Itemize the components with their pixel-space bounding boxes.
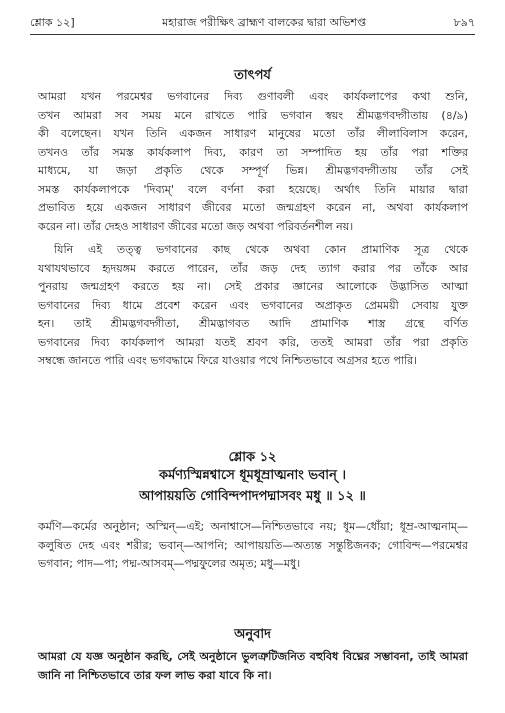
purport-line: হতে পারি। [371,354,418,367]
header-verse-ref: শ্লোক ১২] [30,15,75,29]
header-chapter-title: মহারাজ পরীক্ষিৎ ব্রাহ্মণ বালকের দ্বারা অভিশপ্ত [162,15,367,29]
synonym-line: অমৃত; মধু—মধু। [229,557,301,570]
purport-paragraph-2 [38,241,468,371]
purport-line: পুনরায় জন্মগ্রহণ করতে হয় না। সেই প্রকার জ্ঞানের আলোকে উদ্ভাসিত আত্মা [38,280,468,293]
purport-line: কী বলেছেন। যখন তিনি একজন সাধারণ মানুষের মতো তাঁর লীলাবিলাস করেন, [38,127,468,140]
purport-paragraph-1 [38,88,468,236]
translation-heading: অনুবাদ [234,627,271,642]
purport-heading: তাৎপর্য [234,68,271,83]
purport-line: ভগবানের দিব্য কার্যকলাপ আমরা যতই শ্রবণ করি, ততই আমরা তাঁর পরা প্রকৃতি [38,335,468,349]
purport-line: তখনও তাঁর সমস্ত কার্যকলাপ দিব্য, কারণ তা সম্পাদিত হয় তাঁর পরা শক্তির [38,145,468,159]
purport-line: প্রভাবিত হয়ে একজন সাধারণ জীবের মতো জন্মগ্রহণ করেন না, অথবা কার্যকলাপ [38,201,468,214]
synonym-line: সন্তুষ্টিজনক; গোবিন্দ—পরমেশ্বর ভগবান; পাদ—পা; পদ্ম-আসবম্—পদ্মফুলের [38,538,468,570]
purport-line: যথাযথভাবে হৃদয়ঙ্গম করতে পারেন, তাঁর জড় দেহ ত্যাগ করার পর তাঁকে আর [38,261,468,275]
header-divider [30,34,475,35]
translation-text [38,647,468,685]
translation-line: সম্ভাবনা, তাই আমরা জানি না নিশ্চিতভাবে তার ফল লাভ করা যাবে কি না। [38,650,468,682]
purport-line: আমরা যখন পরমেশ্বর ভগবানের দিব্য গুণাবলী এবং কার্যকলাপের কথা শুনি, [38,90,468,103]
verse-line-1: কর্মণ্যস্মিন্নশ্বাসে ধূমধূম্রাত্মনাং ভবান্ । [158,468,347,483]
purport-line: যিনি এই তত্ত্ব ভগবানের কাছ থেকে অথবা কোন প্রামাণিক সূত্র থেকে [54,243,468,256]
page-number: ৮৯৭ [453,15,475,29]
purport-line: সমস্ত কার্যকলাপকে 'দিব্যম্' বলে বর্ণনা করা হয়েছে। অর্থাৎ তিনি মায়ার দ্বারা [38,182,468,196]
verse-line-2: আপায়য়তি গোবিন্দপাদপদ্মাসবং মধু ॥ ১২ ॥ [139,489,366,504]
translation-line: আমরা যে যজ্ঞ অনুষ্ঠান করছি, সেই অনুষ্ঠানে ভুলত্রুটিজনিত বহুবিধ বিঘ্নের [38,650,370,663]
synonym-line: কর্মণি—কর্মের অনুষ্ঠান; অস্মিন্—এই; অনাশ্বাসে—নিশ্চিতভাবে নয়; ধূম—ধোঁয়া; [38,520,394,533]
purport-line: তখন আমরা সব সময় মনে রাখতে পারি ভগবান স্বয়ং শ্রীমদ্ভগবদ্গীতায় (৪/৯) [38,108,468,122]
verse-heading: শ্লোক ১২ [228,450,277,465]
purport-line: ভগবানের দিব্য ধামে প্রবেশ করেন এবং ভগবানের অপ্রাকৃত প্রেমময়ী সেবায় যুক্ত [38,298,468,312]
synonym-line: ধূম্র-আত্মনাম্—কলুষিত দেহ এবং শরীর; ভবান্—আপনি; আপায়য়তি—অত্যন্ত [38,520,468,552]
purport-line: মাধ্যমে, যা জড়া প্রকৃতি থেকে সম্পূর্ণ ভিন্ন। শ্রীমদ্ভগবদ্গীতায় তাঁর সেই [38,164,468,177]
purport-line: হন। তাই শ্রীমদ্ভগবদ্গীতা, শ্রীমদ্ভাগবত আদি প্রামাণিক শাস্ত্র গ্রন্থে বর্ণিত [38,317,468,330]
running-header [30,14,475,32]
word-for-word-synonyms [38,518,468,574]
purport-line: সম্বন্ধে জানতে পারি এবং ভগবদ্ধামে ফিরে যাওয়ার পথে নিশ্চিতভাবে অগ্রসর [38,354,368,367]
purport-line: করেন না। তাঁর দেহও সাধারণ জীবের মতো জড় অথবা পরিবর্তনশীল নয়। [38,219,354,233]
